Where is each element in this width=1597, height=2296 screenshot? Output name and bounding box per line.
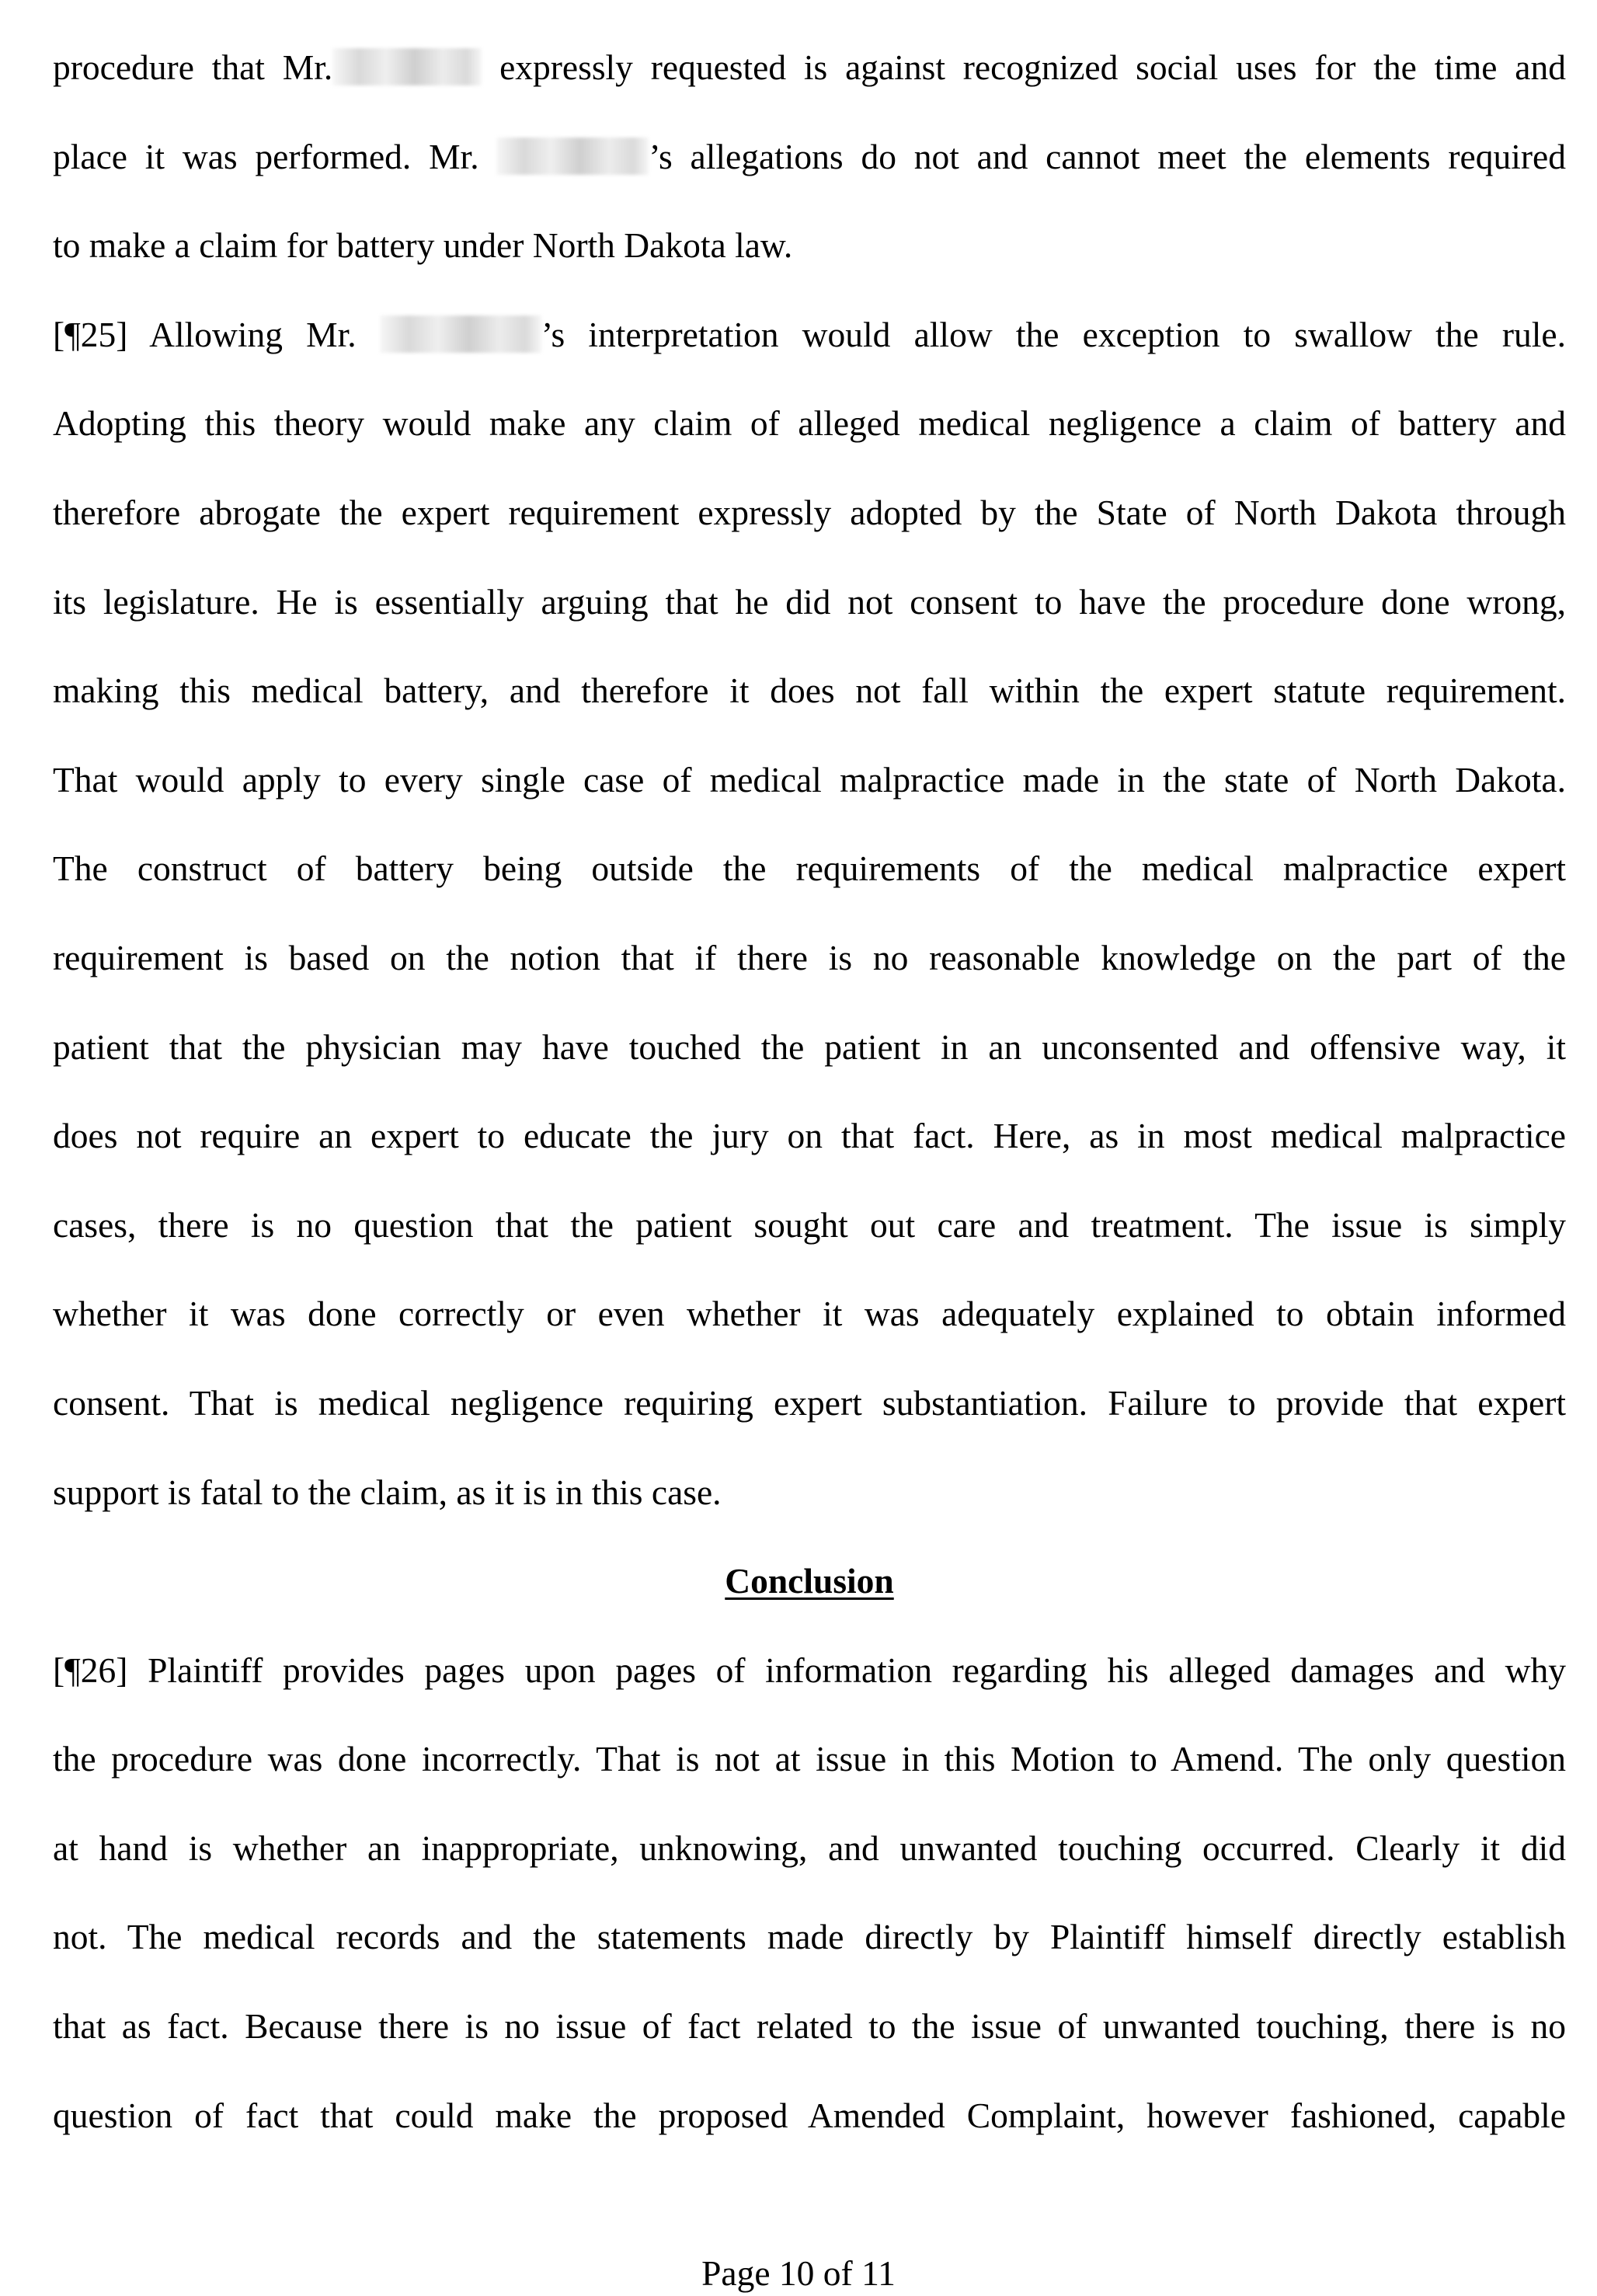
text-line: support is fatal to the claim, as it is in this case. bbox=[53, 1472, 722, 1512]
paragraph-26-start: [¶26] Plaintiff provides pages upon pages of information regarding his alleged damages and why bbox=[53, 1650, 1566, 1690]
text-line: patient that the physician may have touched the patient in an unconsented and offensive way, it bbox=[53, 1026, 1566, 1067]
text-line: making this medical battery, and therefore it does not fall within the expert statute requirement. bbox=[53, 671, 1566, 711]
text-line: that as fact. Because there is no issue of fact related to the issue of unwanted touching, there is no bbox=[53, 2006, 1566, 2047]
text-line: its legislature. He is essentially arguing that he did not consent to have the procedure done wrong, bbox=[53, 581, 1566, 622]
text-line: does not require an expert to educate the jury on that fact. Here, as in most medical malpractice bbox=[53, 1116, 1566, 1156]
text-line: therefore abrogate the expert requirement expressly adopted by the State of North Dakota through bbox=[53, 492, 1566, 532]
text-line: at hand is whether an inappropriate, unknowing, and unwanted touching occurred. Clearly it did bbox=[53, 1827, 1566, 1868]
text-line: procedure that Mr. expressly requested is against recognized social uses for the time and bbox=[53, 47, 1566, 87]
redacted-name bbox=[380, 315, 541, 353]
text-line: not. The medical records and the statements made directly by Plaintiff himself directly establish bbox=[53, 1917, 1566, 1957]
redacted-name bbox=[332, 48, 482, 85]
text-line: to make a claim for battery under North Dakota law. bbox=[53, 225, 793, 266]
text-line: question of fact that could make the proposed Amended Complaint, however fashioned, capable bbox=[53, 2095, 1566, 2135]
redacted-name bbox=[496, 138, 649, 175]
text-line: the procedure was done incorrectly. That is not at issue in this Motion to Amend. The only question bbox=[53, 1739, 1566, 1779]
text-line: cases, there is no question that the patient sought out care and treatment. The issue is simply bbox=[53, 1204, 1566, 1245]
conclusion-heading: Conclusion bbox=[725, 1561, 894, 1601]
text-line: That would apply to every single case of medical malpractice made in the state of North Dakota. bbox=[53, 759, 1566, 800]
text-line: whether it was done correctly or even whether it was adequately explained to obtain informed bbox=[53, 1294, 1566, 1334]
text-line: consent. That is medical negligence requiring expert substantiation. Failure to provide that expert bbox=[53, 1382, 1566, 1423]
document-body bbox=[53, 23, 1566, 2160]
text-line: requirement is based on the notion that if there is no reasonable knowledge on the part of the bbox=[53, 937, 1566, 977]
text-line: place it was performed. Mr. ’s allegations do not and cannot meet the elements required bbox=[53, 136, 1566, 176]
page-number-footer: Page 10 of 11 bbox=[701, 2253, 896, 2293]
text-line: The construct of battery being outside the requirements of the medical malpractice expert bbox=[53, 848, 1566, 889]
section-heading bbox=[53, 1537, 1566, 1626]
paragraph-25-start: [¶25] Allowing Mr. ’s interpretation would allow the exception to swallow the rule. bbox=[53, 314, 1566, 354]
text-line: Adopting this theory would make any claim of alleged medical negligence a claim of battery and bbox=[53, 403, 1566, 444]
